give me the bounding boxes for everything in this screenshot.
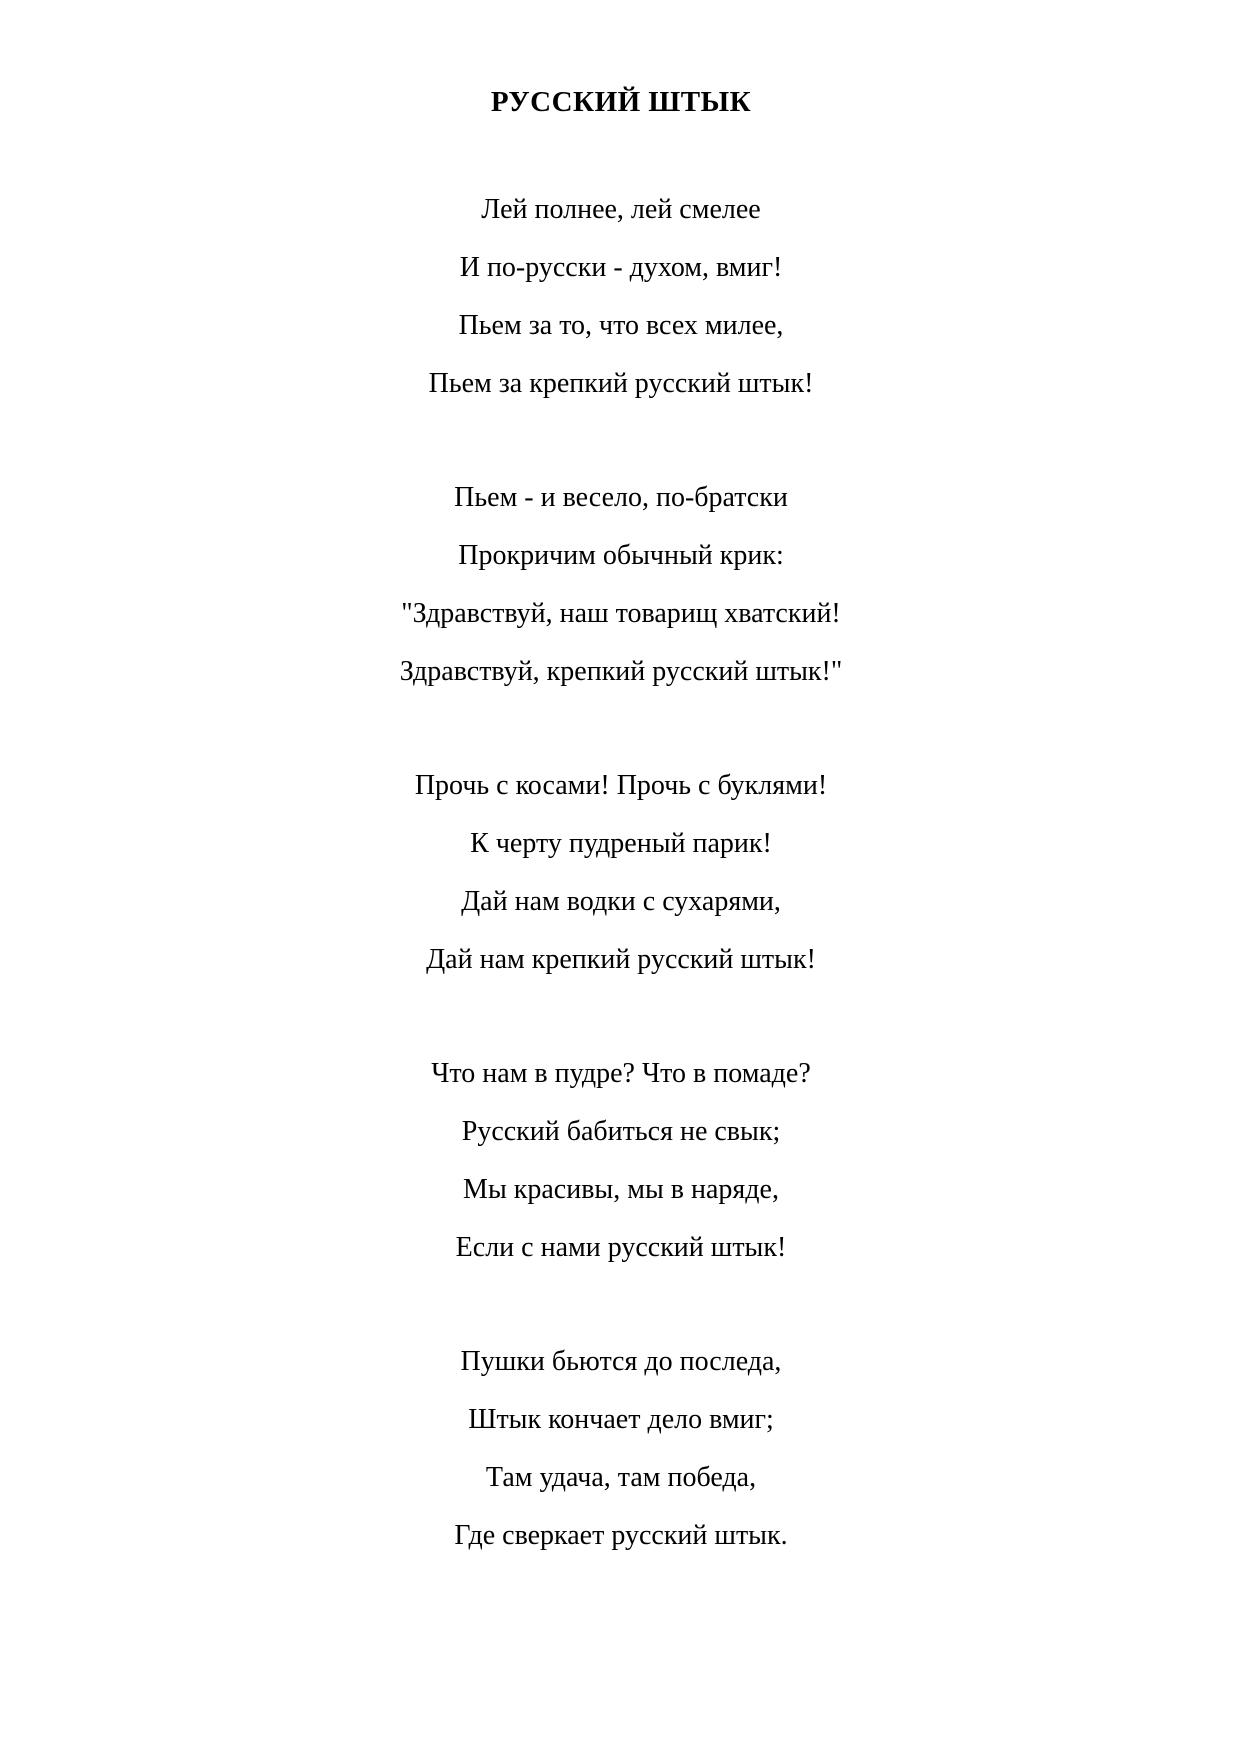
poem-line: Если с нами русский штык! — [455, 1232, 787, 1263]
stanza-5 — [0, 1347, 1242, 1579]
poem-line: Пушки бьются до последа, — [460, 1346, 782, 1377]
poem-line: Пьем - и весело, по-братски — [454, 482, 788, 513]
poem-line: Здравствуй, крепкий русский штык!" — [399, 656, 843, 687]
poem-line: Что нам в пудре? Что в помаде? — [431, 1058, 811, 1089]
poem-line: Прочь с косами! Прочь с буклями! — [414, 770, 828, 801]
poem-line: Прокричим обычный крик: — [458, 540, 784, 571]
poem-line: "Здравствуй, наш товарищ хватский! — [401, 598, 841, 629]
stanza-1 — [0, 195, 1242, 427]
poem-line: Дай нам крепкий русский штык! — [426, 944, 816, 975]
poem-title: РУССКИЙ ШТЫК — [490, 86, 752, 118]
poem-line: Дай нам водки с сухарями, — [461, 886, 781, 917]
poem-line: Мы красивы, мы в наряде, — [463, 1174, 779, 1205]
poem-body — [0, 195, 1242, 1635]
stanza-2 — [0, 483, 1242, 715]
poem-line: Лей полнее, лей смелее — [481, 194, 761, 225]
poem-line: Пьем за крепкий русский штык! — [428, 368, 814, 399]
poem-line: Русский бабиться не свык; — [461, 1116, 781, 1147]
poem-line: И по-русски - духом, вмиг! — [459, 252, 783, 283]
poem-line: Штык кончает дело вмиг; — [468, 1404, 774, 1435]
poem-line: Где сверкает русский штык. — [454, 1520, 788, 1551]
poem-line: К черту пудреный парик! — [470, 828, 772, 859]
poem-line: Там удача, там победа, — [485, 1462, 757, 1493]
stanza-3 — [0, 771, 1242, 1003]
stanza-4 — [0, 1059, 1242, 1291]
poem-line: Пьем за то, что всех милее, — [458, 310, 784, 341]
